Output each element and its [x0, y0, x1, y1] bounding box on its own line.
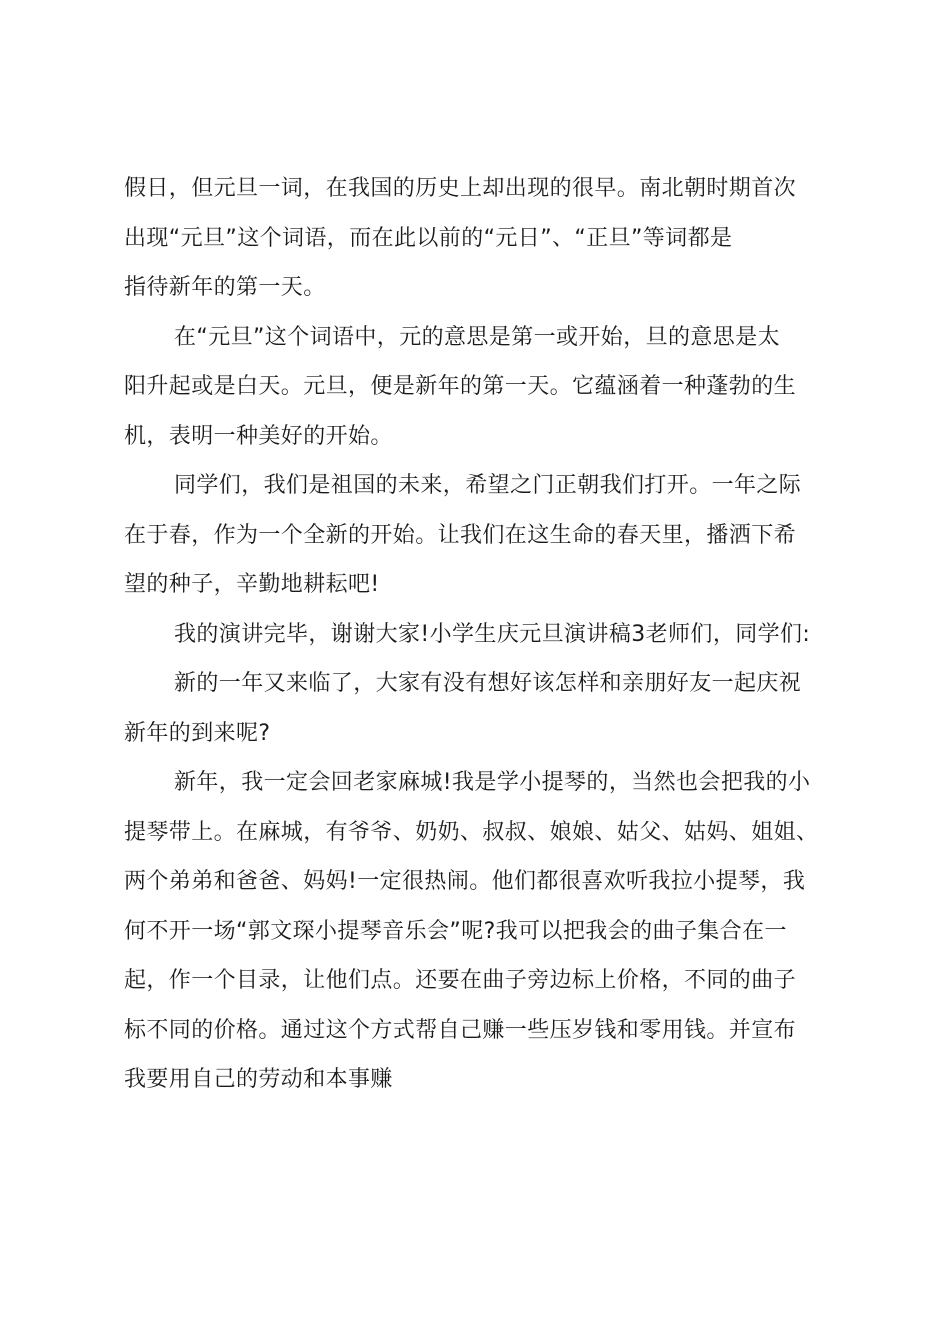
text-line: 两个弟弟和爸爸、妈妈!一定很热闹。他们都很喜欢听我拉小提琴，我	[124, 869, 806, 894]
text-line: 提琴带上。在麻城，有爷爷、奶奶、叔叔、娘娘、姑父、姑妈、姐姐、	[124, 819, 819, 845]
text-line: 标不同的价格。通过这个方式帮自己赚一些压岁钱和零用钱。并宣布	[124, 1017, 797, 1043]
text-line: 同学们，我们是祖国的未来，希望之门正朝我们打开。一年之际	[174, 473, 802, 498]
text-line: 指待新年的第一天。	[124, 275, 326, 300]
text-line: 出现“元旦”这个词语，而在此以前的“元日”、“正旦”等词都是	[124, 225, 733, 251]
text-line: 新年，我一定会回老家麻城!我是学小提琴的，当然也会把我的小	[174, 770, 811, 795]
text-line: 起，作一个目录，让他们点。还要在曲子旁边标上价格，不同的曲子	[124, 968, 797, 993]
text-line: 新年的到来呢?	[124, 720, 271, 746]
text-line: 在于春，作为一个全新的开始。让我们在这生命的春天里，播洒下希	[124, 522, 797, 548]
text-line: 机，表明一种美好的开始。	[124, 423, 393, 449]
text-line: 阳升起或是白天。元旦，便是新年的第一天。它蕴涵着一种蓬勃的生	[124, 374, 797, 399]
text-line: 望的种子，辛勤地耕耘吧!	[124, 572, 380, 597]
text-line: 在“元旦”这个词语中，元的意思是第一或开始，旦的意思是太	[174, 324, 780, 350]
text-line: 我要用自己的劳动和本事赚	[124, 1067, 393, 1092]
text-line: 我的演讲完毕，谢谢大家!小学生庆元旦演讲稿3老师们，同学们:	[174, 621, 811, 647]
document-body	[124, 164, 844, 1105]
text-line: 假日，但元旦一词，在我国的历史上却出现的很早。南北朝时期首次	[124, 176, 797, 201]
text-line: 新的一年又来临了，大家有没有想好该怎样和亲朋好友一起庆祝	[174, 671, 802, 696]
text-line: 何不开一场“郭文琛小提琴音乐会”呢?我可以把我会的曲子集合在一	[124, 918, 787, 944]
